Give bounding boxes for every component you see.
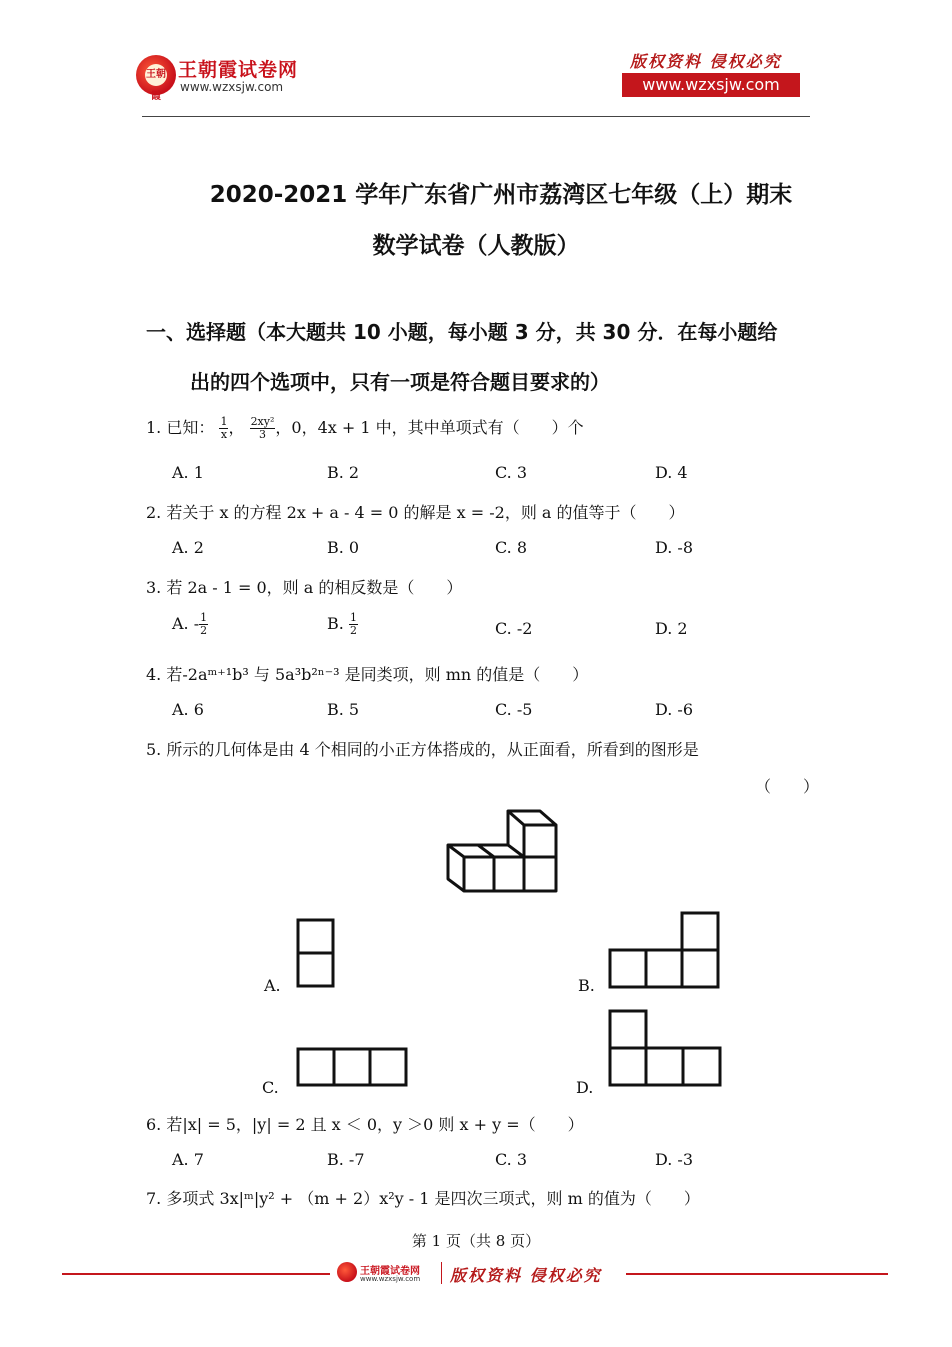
q6-option-d: D. -3 (655, 1150, 694, 1169)
q3-a-num: 1 (200, 611, 208, 624)
site-url-banner[interactable]: www.wzxsjw.com (622, 73, 800, 97)
q5-label-b: B. (578, 976, 595, 995)
q4-option-d: D. -6 (655, 700, 694, 719)
q3-a-fraction (199, 612, 208, 637)
q3-option-c: C. -2 (495, 619, 533, 638)
q3-b-fraction (349, 612, 358, 637)
q5-answer-paren: （ ） (755, 777, 820, 796)
q4-option-c: C. -5 (495, 700, 533, 719)
q5-label-a: A. (264, 976, 281, 995)
q1-f2-den: 3 (258, 428, 266, 441)
section-heading-line2: 出的四个选项中，只有一项是符合题目要求的） (190, 370, 610, 394)
q1-f2-num: 2xy² (250, 415, 275, 428)
q1-option-d: D. 4 (655, 463, 688, 482)
footer-logo-url: www.wzxsjw.com (360, 1275, 421, 1283)
logo-badge: 王朝霞 (145, 64, 167, 86)
exam-title-line2: 数学试卷（人教版） (372, 233, 580, 259)
q5-option-c-figure (294, 1046, 410, 1088)
q2-option-c: C. 8 (495, 538, 528, 557)
q2-option-d: D. -8 (655, 538, 694, 557)
question-3: 3. 若 2a - 1 = 0，则 a 的相反数是（ ） (146, 578, 463, 597)
q1-option-c: C. 3 (495, 463, 528, 482)
page-number: 第 1 页（共 8 页） (411, 1232, 541, 1250)
section-heading-line1: 一、选择题（本大题共 10 小题，每小题 3 分，共 30 分．在每小题给 (146, 320, 778, 344)
q3-a-den: 2 (200, 624, 208, 637)
logo-name: 王朝霞试卷网 (178, 59, 299, 81)
q2-option-b: B. 0 (327, 538, 360, 557)
footer-logo-name: 王朝霞试卷网 (360, 1266, 420, 1277)
q5-option-b-figure (606, 910, 722, 990)
logo-url: www.wzxsjw.com (180, 80, 284, 94)
q6-option-a: A. 7 (172, 1150, 204, 1169)
q1-f1-num: 1 (220, 415, 228, 428)
q3-option-b (327, 612, 358, 637)
q3-b-prefix: B. (327, 614, 349, 633)
q1-prefix: 1. 已知： (146, 418, 215, 437)
question-6: 6. 若|x| = 5，|y| = 2 且 x ＜ 0，y ＞0 则 x + y =（ ） (146, 1115, 584, 1134)
q3-option-d: D. 2 (655, 619, 688, 638)
exam-title-line1: 2020-2021 学年广东省广州市荔湾区七年级（上）期末 (209, 182, 793, 208)
q3-option-a (172, 612, 208, 637)
cube-solid-figure (440, 805, 570, 895)
q5-label-c: C. (262, 1078, 279, 1097)
q1-suffix: ，0，4x + 1 中，其中单项式有（ ）个 (275, 418, 584, 437)
q4-option-b: B. 5 (327, 700, 360, 719)
footer-divider-left (62, 1273, 330, 1275)
q1-fraction-2 (250, 416, 276, 441)
q5-label-d: D. (576, 1078, 594, 1097)
q5-option-a-figure (294, 917, 338, 989)
rights-notice: 版权资料 侵权必究 (630, 52, 782, 71)
q3-b-den: 2 (349, 624, 357, 637)
q6-option-c: C. 3 (495, 1150, 528, 1169)
q1-option-a: A. 1 (172, 463, 204, 482)
question-1 (146, 415, 584, 441)
logo-seal-icon (136, 55, 176, 102)
q1-option-b: B. 2 (327, 463, 360, 482)
q1-f1-den: x (220, 428, 228, 441)
footer-rights-notice: 版权资料 侵权必究 (450, 1266, 602, 1285)
q4-option-a: A. 6 (172, 700, 204, 719)
q2-option-a: A. 2 (172, 538, 204, 557)
footer-logo-seal-icon (337, 1262, 357, 1282)
question-5: 5. 所示的几何体是由 4 个相同的小正方体搭成的，从正面看，所看到的图形是 (146, 740, 699, 759)
question-2: 2. 若关于 x 的方程 2x + a - 4 = 0 的解是 x = -2，则 a 的值等于（ ） (146, 503, 685, 522)
footer-divider-right (626, 1273, 888, 1275)
header-divider (142, 116, 810, 117)
q1-sep: ， (228, 418, 245, 437)
q3-b-num: 1 (349, 611, 357, 624)
question-7: 7. 多项式 3x|ᵐ|y² + （m + 2）x²y - 1 是四次三项式，则 m 的值为（ ） (146, 1189, 700, 1208)
q6-option-b: B. -7 (327, 1150, 365, 1169)
footer-separator (441, 1262, 442, 1284)
question-4: 4. 若-2aᵐ⁺¹b³ 与 5a³b²ⁿ⁻³ 是同类项，则 mn 的值是（ ） (146, 665, 589, 684)
q5-option-d-figure (606, 1008, 726, 1088)
q3-a-prefix: A. - (172, 614, 200, 633)
